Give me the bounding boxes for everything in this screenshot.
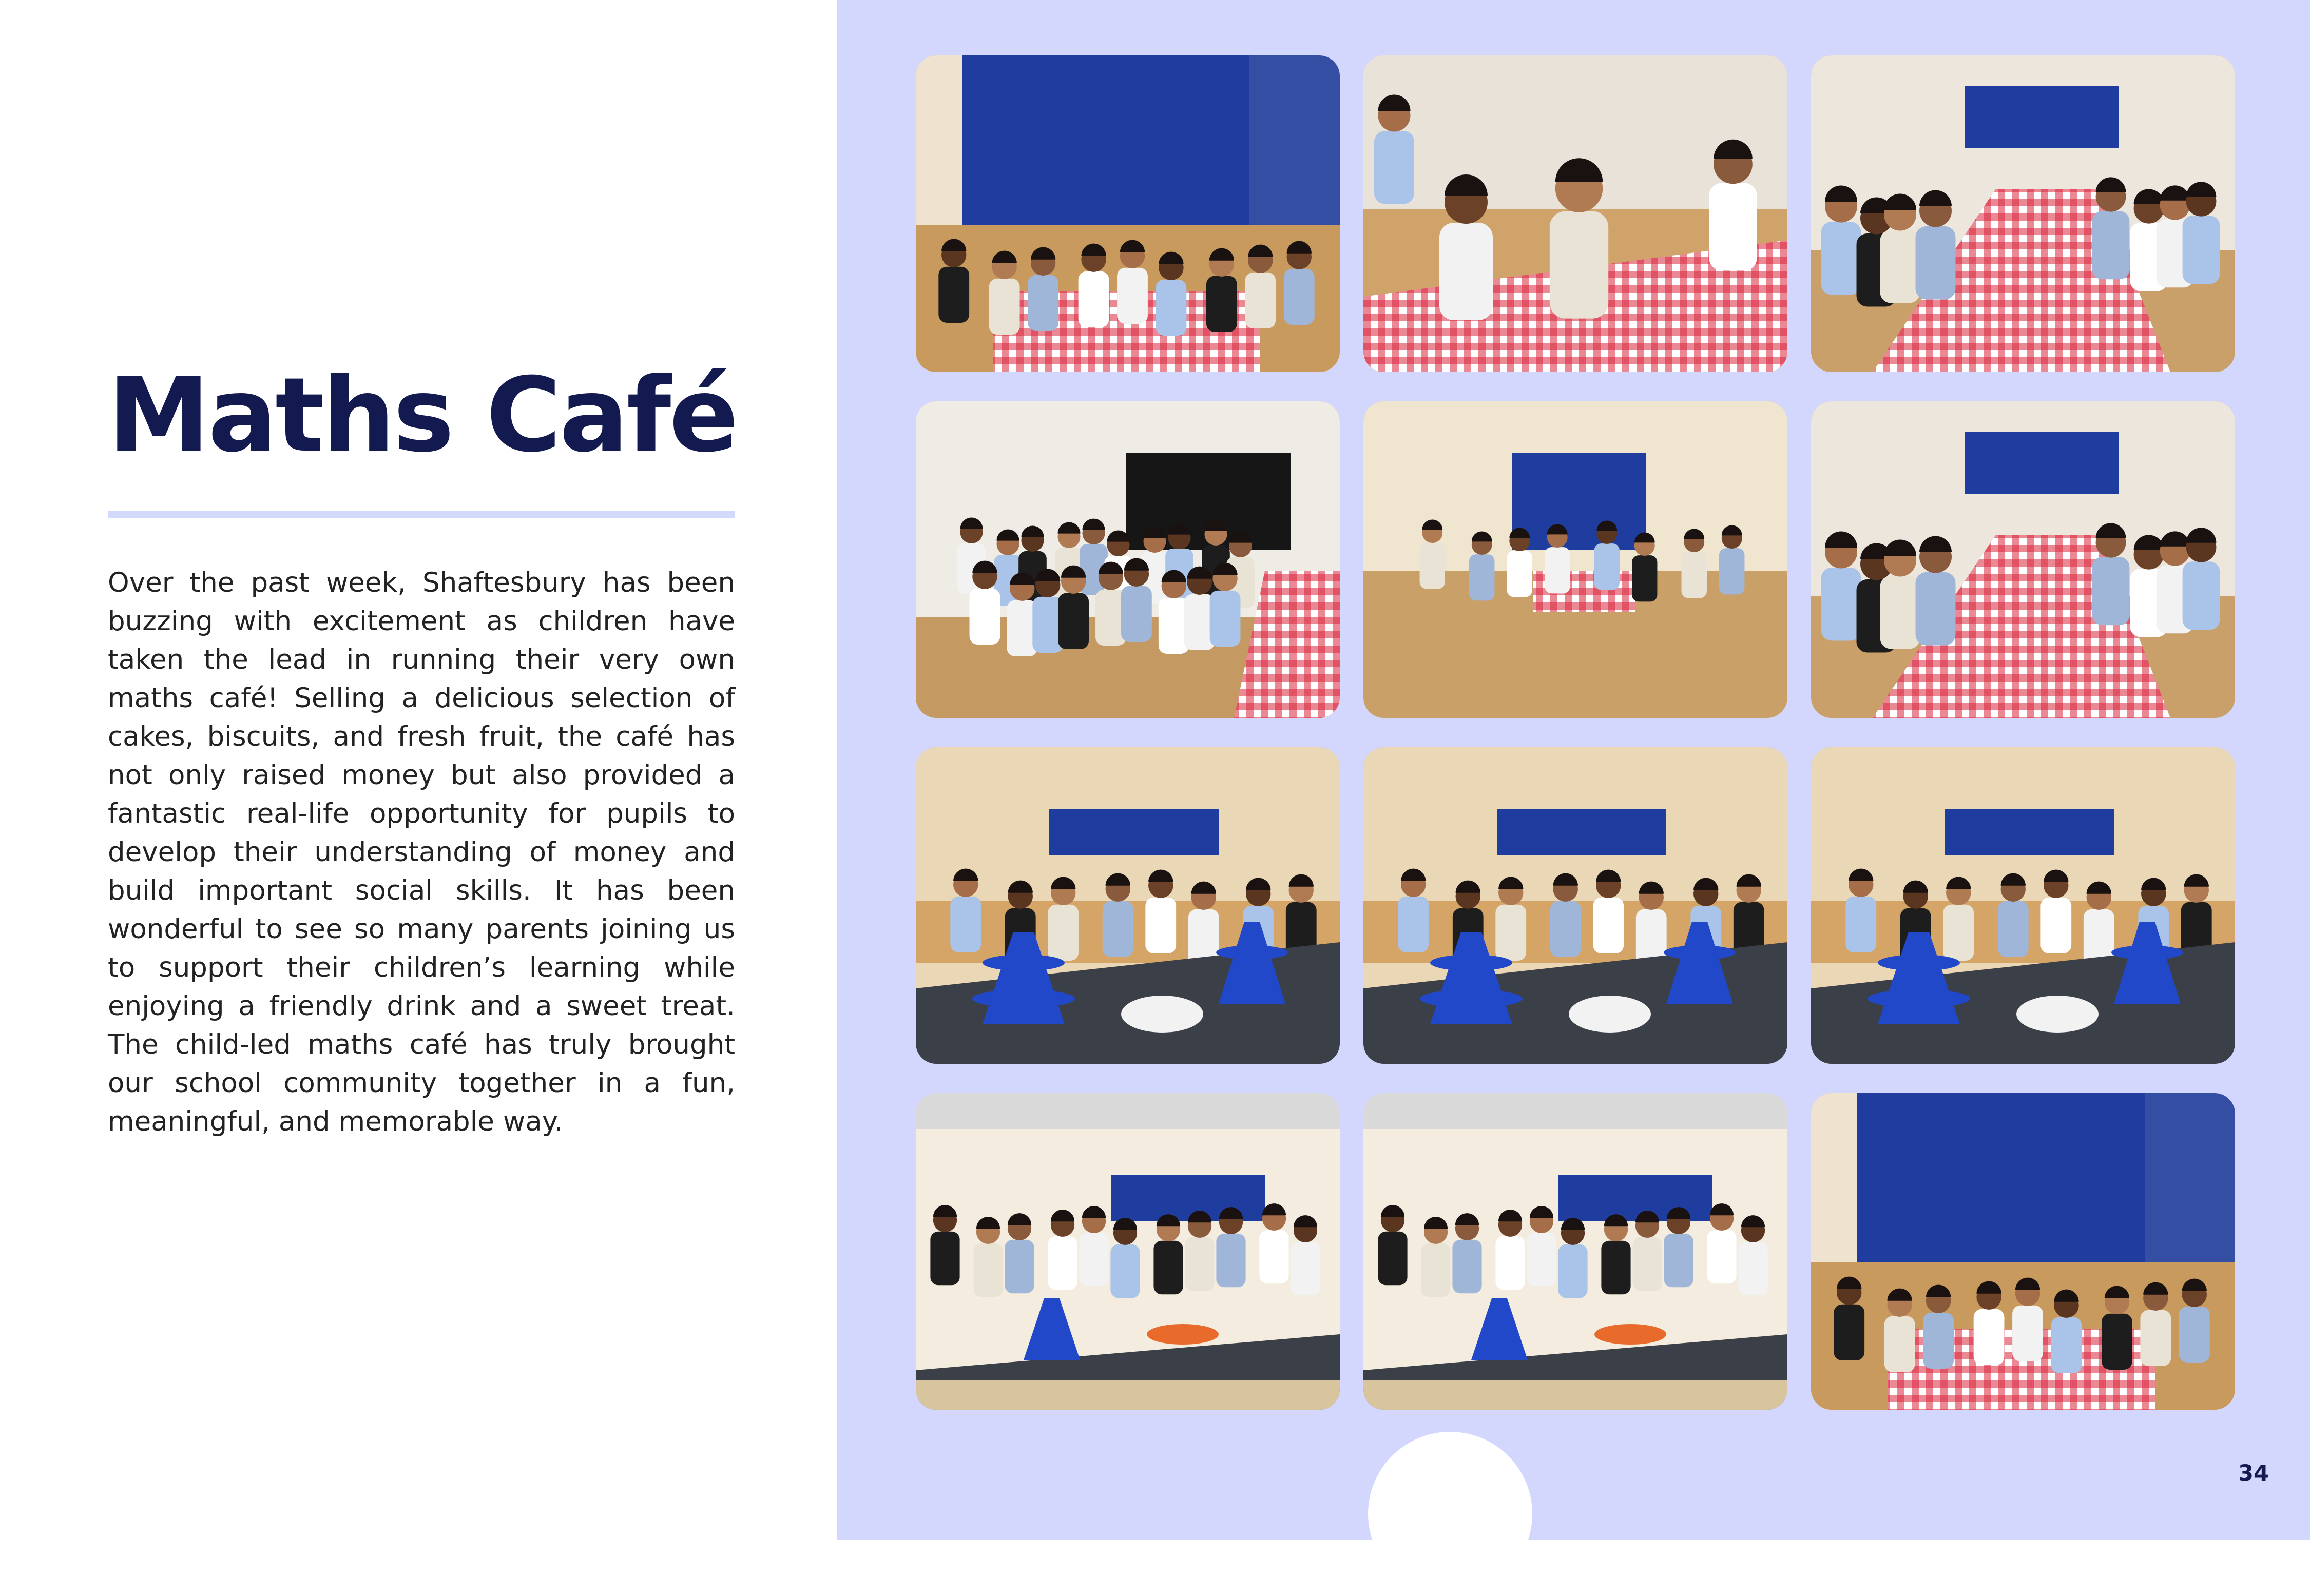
photo-image bbox=[916, 55, 1340, 372]
title-divider bbox=[108, 511, 735, 518]
photo-1 bbox=[916, 55, 1340, 372]
photo-6 bbox=[1811, 401, 2235, 718]
photo-image bbox=[1363, 401, 1787, 718]
page-number-tab bbox=[1368, 1432, 1532, 1596]
photo-7 bbox=[916, 747, 1340, 1064]
photo-image bbox=[1363, 1093, 1787, 1410]
photo-image bbox=[1811, 401, 2235, 718]
photo-10 bbox=[916, 1093, 1340, 1410]
photo-3 bbox=[1811, 55, 2235, 372]
photo-4 bbox=[916, 401, 1340, 718]
article-panel bbox=[0, 0, 837, 1540]
photo-image bbox=[1811, 55, 2235, 372]
page-number: 34 bbox=[2238, 1461, 2269, 1486]
page-title: Maths Café bbox=[108, 356, 737, 475]
photo-image bbox=[1811, 1093, 2235, 1410]
photo-11 bbox=[1363, 1093, 1787, 1410]
photo-9 bbox=[1811, 747, 2235, 1064]
photo-5 bbox=[1363, 401, 1787, 718]
photo-image bbox=[916, 401, 1340, 718]
photo-12 bbox=[1811, 1093, 2235, 1410]
photo-image bbox=[1811, 747, 2235, 1064]
article-body: Over the past week, Shaftesbury has been buzzing with excitement as children have taken the lead in running their very own maths café! Selling a delicious selection of cakes, biscuits, and fresh fruit, the café has not only raised money but also provided a fantastic real-life opportunity for pupils to develop their understanding of money and build important social skills. It has been wonderful to see so many parents joining us to support their children’s learning while enjoying a friendly drink and a sweet treat. The child-led maths café has truly brought our school community together in a fun, meaningful, and memorable way. bbox=[108, 567, 735, 1137]
photo-2 bbox=[1363, 55, 1787, 372]
photo-image bbox=[916, 1093, 1340, 1410]
photo-panel bbox=[837, 0, 2310, 1540]
photo-image bbox=[1363, 747, 1787, 1064]
photo-image bbox=[1363, 55, 1787, 372]
photo-image bbox=[916, 747, 1340, 1064]
photo-grid bbox=[916, 55, 2235, 1410]
photo-8 bbox=[1363, 747, 1787, 1064]
